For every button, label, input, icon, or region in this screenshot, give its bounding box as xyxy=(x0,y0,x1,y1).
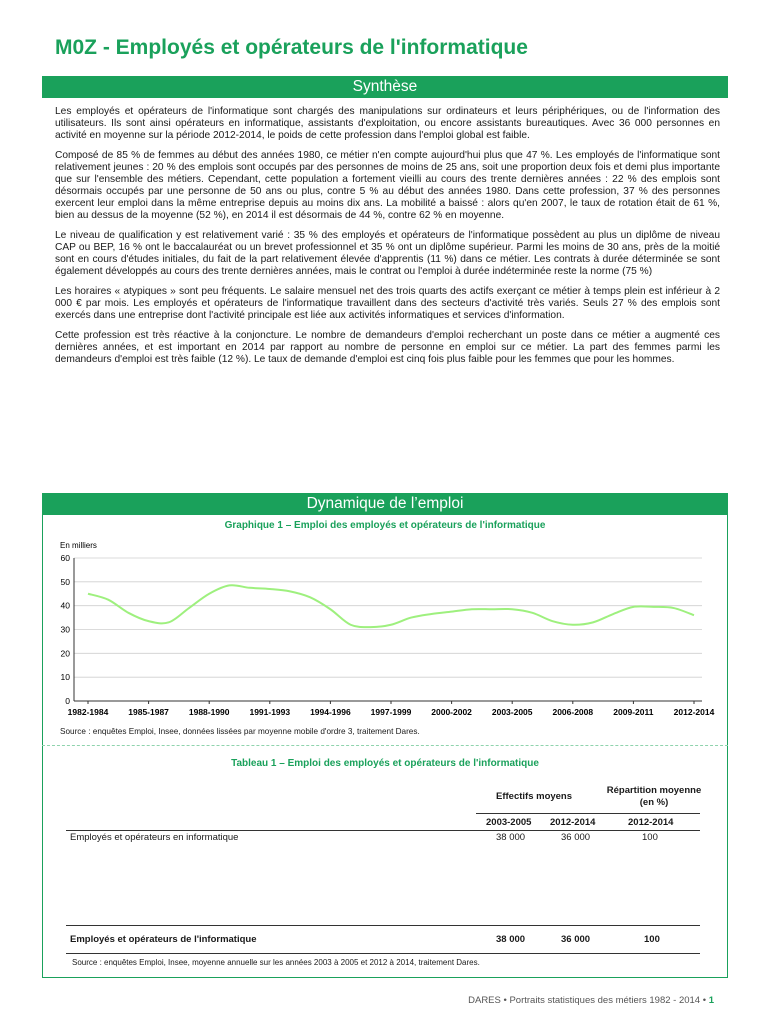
y-axis-label: En milliers xyxy=(60,541,97,550)
section-divider xyxy=(42,745,728,746)
subheader-rule xyxy=(66,830,700,831)
x-tick-label: 2009-2011 xyxy=(613,707,654,717)
synthese-text xyxy=(55,106,720,373)
table-total-label: Employés et opérateurs de l'informatique xyxy=(70,934,257,945)
page-title: M0Z - Employés et opérateurs de l'informatique xyxy=(55,36,528,59)
x-tick-label: 1994-1996 xyxy=(310,707,351,717)
employment-line-chart xyxy=(50,538,715,723)
col-header-effectifs: Effectifs moyens xyxy=(496,791,573,802)
series-line xyxy=(88,585,694,627)
y-tick-label: 40 xyxy=(60,600,70,611)
table-title: Tableau 1 – Emploi des employés et opérateurs de l'informatique xyxy=(231,758,539,769)
x-tick-label: 1985-1987 xyxy=(128,707,169,717)
table-row-value-2012: 36 000 xyxy=(561,832,591,843)
chart-title: Graphique 1 – Emploi des employés et opérateurs de l'informatique xyxy=(224,520,546,531)
y-tick-label: 50 xyxy=(60,576,70,587)
header-rule xyxy=(476,813,700,814)
x-tick-label: 1982-1984 xyxy=(67,707,109,717)
table-row-value-2003: 38 000 xyxy=(496,832,526,843)
y-tick-label: 0 xyxy=(65,696,70,706)
y-tick-label: 20 xyxy=(60,648,70,659)
x-tick-label: 2000-2002 xyxy=(431,707,472,717)
x-tick-label: 1988-1990 xyxy=(188,707,230,717)
table-total-value-2012: 36 000 xyxy=(561,934,591,945)
bottom-rule xyxy=(66,953,700,954)
section-heading-synthese: Synthèse xyxy=(42,76,728,98)
footer-text: DARES • Portraits statistiques des métiers 1982 - 2014 • xyxy=(468,995,707,1006)
paragraph: Cette profession est très réactive à la conjoncture. Le nombre de demandeurs d'emploi recherchant un poste dans ce métier a augmenté ces dernières années, et est important en 2014 par rapport au nombre de personne en emploi sur ce métier. La part des femmes parmi les demandeurs d'emploi est très faible (12 %). Le taux de demande d'emploi est cinq fois plus faible pour les femmes que pour les hommes. xyxy=(55,329,720,365)
x-tick-label: 1997-1999 xyxy=(370,707,412,717)
paragraph: Les horaires « atypiques » sont peu fréquents. Le salaire mensuel net des trois quarts des actifs exerçant ce métier à temps plein est inférieur à 2 000 € par mois. Les employés et opérateurs de l'informatique travaillent dans des secteurs d'activité très variés. Seuls 27 % des emplois sont exercés dans une entreprise dont l'activité principale est liée aux activités informatiques et services d'information. xyxy=(55,285,720,321)
page-footer xyxy=(468,995,714,1006)
x-tick-label: 2012-2014 xyxy=(673,707,715,717)
table-total-value-2003: 38 000 xyxy=(496,934,526,945)
col-header-repartition-text: Répartition moyenne (en %) xyxy=(606,785,702,808)
paragraph: Le niveau de qualification y est relativement varié : 35 % des employés et opérateurs de l'informatique possèdent au plus un diplôme de niveau CAP ou BEP, 16 % ont le baccalauréat ou un brevet professionnel et 35 % ont un diplôme supérieur. Parmi les moins de 30 ans, près de la moitié sont en cours d'études initiales, du fait de la part relativement élevée d'apprentis (11 %) dans ce métier. Les contrats à durée déterminée se sont également développés au cours des trente dernières années, mais le contrat ou l'emploi à durée indéterminée reste la norme (75 %) xyxy=(55,229,720,278)
page-number: 1 xyxy=(708,995,714,1006)
table-source: Source : enquêtes Emploi, Insee, moyenne annuelle sur les années 2003 à 2005 et 2012 à 2014, traitement Dares. xyxy=(72,958,480,967)
col-header-repartition xyxy=(604,785,704,809)
section-heading-dynamique: Dynamique de l’emploi xyxy=(42,493,728,515)
table-total-value-pct: 100 xyxy=(644,934,660,945)
paragraph: Les employés et opérateurs de l'informatique sont chargés des manipulations sur ordinateurs et leurs périphériques, ou de l'information des utilisateurs. Ils sont ainsi opérateurs en informatique, assistants d'exploitation, ou encore assistants bureautiques. Avec 36 000 personnes en activité en moyenne sur la période 2012-2014, le poids de cette profession dans l'emploi global est faible. xyxy=(55,106,720,142)
y-tick-label: 60 xyxy=(60,553,70,563)
table-row-label: Employés et opérateurs en informatique xyxy=(70,832,239,843)
x-tick-label: 2003-2005 xyxy=(491,707,533,717)
chart-source: Source : enquêtes Emploi, Insee, données lissées par moyenne mobile d'ordre 3, traitement Dares. xyxy=(60,727,420,736)
x-tick-label: 1991-1993 xyxy=(249,707,291,717)
y-tick-label: 10 xyxy=(60,672,70,683)
table-row-value-pct: 100 xyxy=(642,832,658,843)
total-rule xyxy=(66,925,700,926)
col-sub-2012-2014: 2012-2014 xyxy=(550,817,596,828)
x-tick-label: 2006-2008 xyxy=(552,707,594,717)
col-sub-2003-2005: 2003-2005 xyxy=(486,817,532,828)
y-tick-label: 30 xyxy=(60,624,70,635)
paragraph: Composé de 85 % de femmes au début des années 1980, ce métier n'en compte aujourd'hui plus que 47 %. Les employés de l'informatique sont relativement jeunes : 20 % des emplois sont occupés par des personnes de moins de 25 ans, soit une proportion deux fois et demi plus importante que sur l'ensemble des métiers. Cependant, cette population a fortement vieilli au cours des trente dernières années : 22 % des emplois sont désormais occupés par une personne de 50 ans ou plus, contre 5 % au début des années 1980. Dans cette profession, 37 % des personnes exercent leur emploi dans la même entreprise depuis au moins dix ans. La mobilité a baissé : alors qu'en 2007, le taux de rotation était de 61 %, bien au dessus de la moyenne (52 %), en 2014 il est désormais de 44 %, contre 62 % en moyenne. xyxy=(55,149,720,222)
col-sub-2012-2014-pct: 2012-2014 xyxy=(628,817,674,828)
